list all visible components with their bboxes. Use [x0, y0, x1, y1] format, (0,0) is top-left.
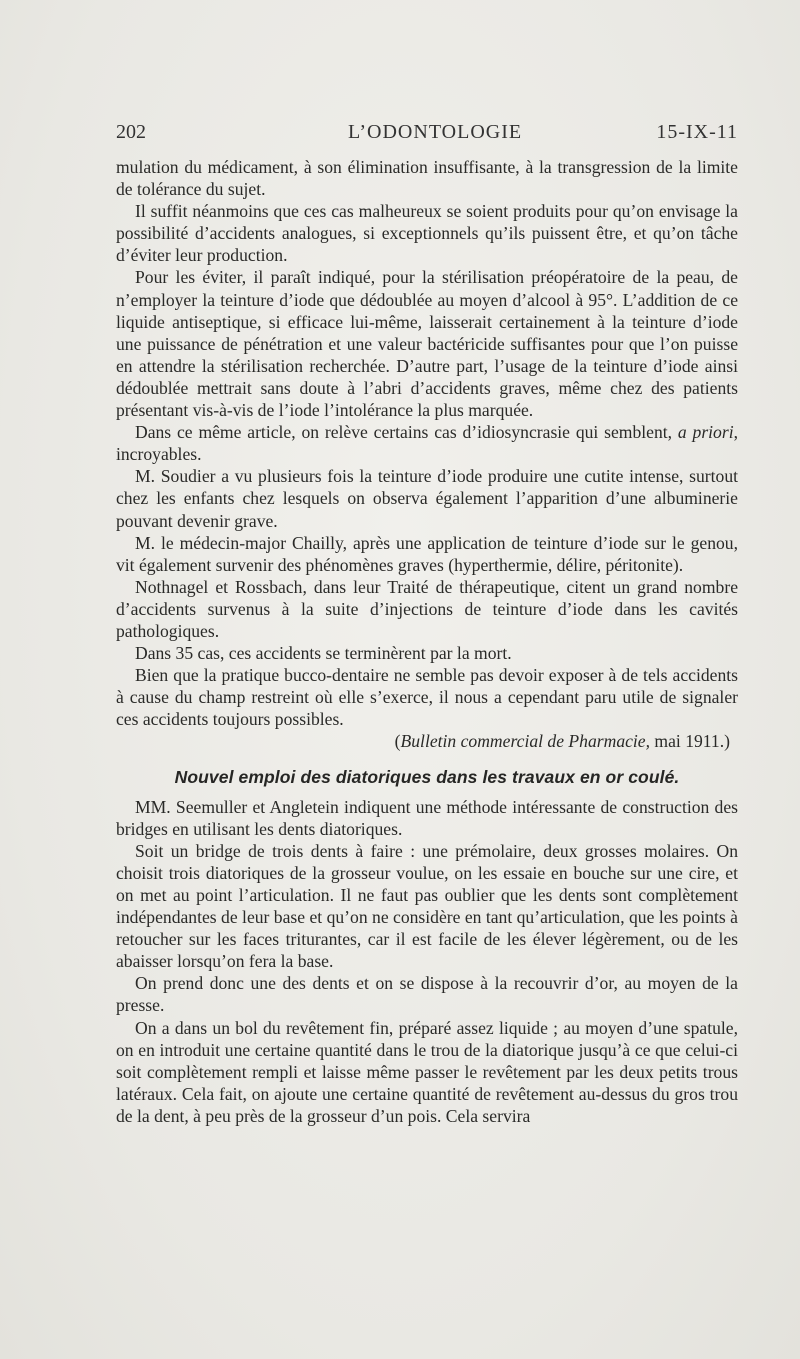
section-title: Nouvel emploi des diatoriques dans les travaux en or coulé. [174, 766, 680, 787]
paragraph-text: , incroyables. [116, 422, 738, 465]
paragraph: MM. Seemuller et Angletein indiquent une méthode intéressante de construction des bridges en utilisant les dents diatoriques. [116, 796, 738, 839]
citation-open: ( [394, 731, 401, 752]
body-text [116, 156, 738, 1127]
paragraph: Bien que la pratique bucco-dentaire ne semble pas devoir exposer à de tels accidents à cause du champ restreint où elle s’exerce, il nous a cependant paru utile de signaler ces accidents toujours possibles. [116, 665, 738, 730]
paragraph: M. le médecin-major Chailly, après une application de teinture d’iode sur le genou, vit également survenir des phénomènes graves (hyperthermie, délire, péritonite). [116, 532, 738, 575]
issue-date: 15-IX-11 [656, 121, 738, 143]
paragraph: Il suffit néanmoins que ces cas malheureux se soient produits pour qu’on envisage la possibilité d’accidents analogues, si exceptionnels qu’ils puissent être, et qu’on tâche d’éviter leur production. [116, 201, 738, 266]
paragraph: mulation du médicament, à son élimination insuffisante, à la transgression de la limite de tolérance du sujet. [116, 157, 738, 200]
italic-phrase: a priori [677, 422, 734, 443]
citation-date: mai 1911.) [650, 731, 730, 752]
paragraph: On a dans un bol du revêtement fin, préparé assez liquide ; au moyen d’une spatule, on en introduit une certaine quantité dans le trou de la diatorique jusqu’à ce que celui-ci soit complètement rempli et laisse même passer le revêtement par les deux petits trous latéraux. Cela fait, on ajoute une certaine quantité de revêtement au-dessus du gros trou de la dent, à peu près de la grosseur d’un pois. Cela servira [116, 1017, 738, 1126]
running-header [116, 121, 738, 147]
paragraph-text: Dans ce même article, on relève certains cas d’idiosyncrasie qui semblent, [135, 422, 678, 443]
journal-title: L’ODONTOLOGIE [348, 121, 523, 143]
paragraph: Nothnagel et Rossbach, dans leur Traité de thérapeutique, citent un grand nombre d’accidents survenus à la suite d’injections de teinture d’iode dans les cavités pathologiques. [116, 576, 738, 641]
paragraph [116, 421, 738, 465]
paragraph: Pour les éviter, il paraît indiqué, pour la stérilisation préopératoire de la peau, de n’employer la teinture d’iode que dédoublée au moyen d’alcool à 95°. L’addition de ce liquide antiseptique, si efficace lui-même, laisserait certainement à la teinture d’iode une puissance de pénétration et une valeur bactéricide suffisantes pour que l’on puisse en attendre la stérilisation recherchée. D’autre part, l’usage de la teinture d’iode ainsi dédoublée mettrait sans doute à l’abri d’accidents graves, même chez des patients présentant vis-à-vis de l’iode l’intolérance la plus marquée. [116, 267, 738, 421]
paragraph: On prend donc une des dents et on se dispose à la recouvrir d’or, au moyen de la presse. [116, 973, 738, 1016]
paragraph: M. Soudier a vu plusieurs fois la teinture d’iode produire une cutite intense, surtout chez les enfants chez lesquels on observa également l’apparition d’une albuminerie pouvant devenir grave. [116, 466, 738, 531]
citation-source: Bulletin commercial de Pharmacie, [400, 731, 651, 752]
page-number: 202 [116, 121, 146, 143]
source-citation [116, 730, 738, 752]
paragraph: Dans 35 cas, ces accidents se terminèrent par la mort. [135, 643, 512, 664]
paragraph: Soit un bridge de trois dents à faire : une prémolaire, deux grosses molaires. On choisit trois diatoriques de la grosseur voulue, on les essaie en bouche sur une cire, et on met au point l’articulation. Il ne faut pas oublier que les dents sont complètement indépendantes de leur base et qu’on ne considère en tant qu’articulation, que les points à retoucher sur les faces triturantes, car il est facile de les élever légèrement, ou de les abaisser lorsqu’on fera la base. [116, 840, 738, 972]
